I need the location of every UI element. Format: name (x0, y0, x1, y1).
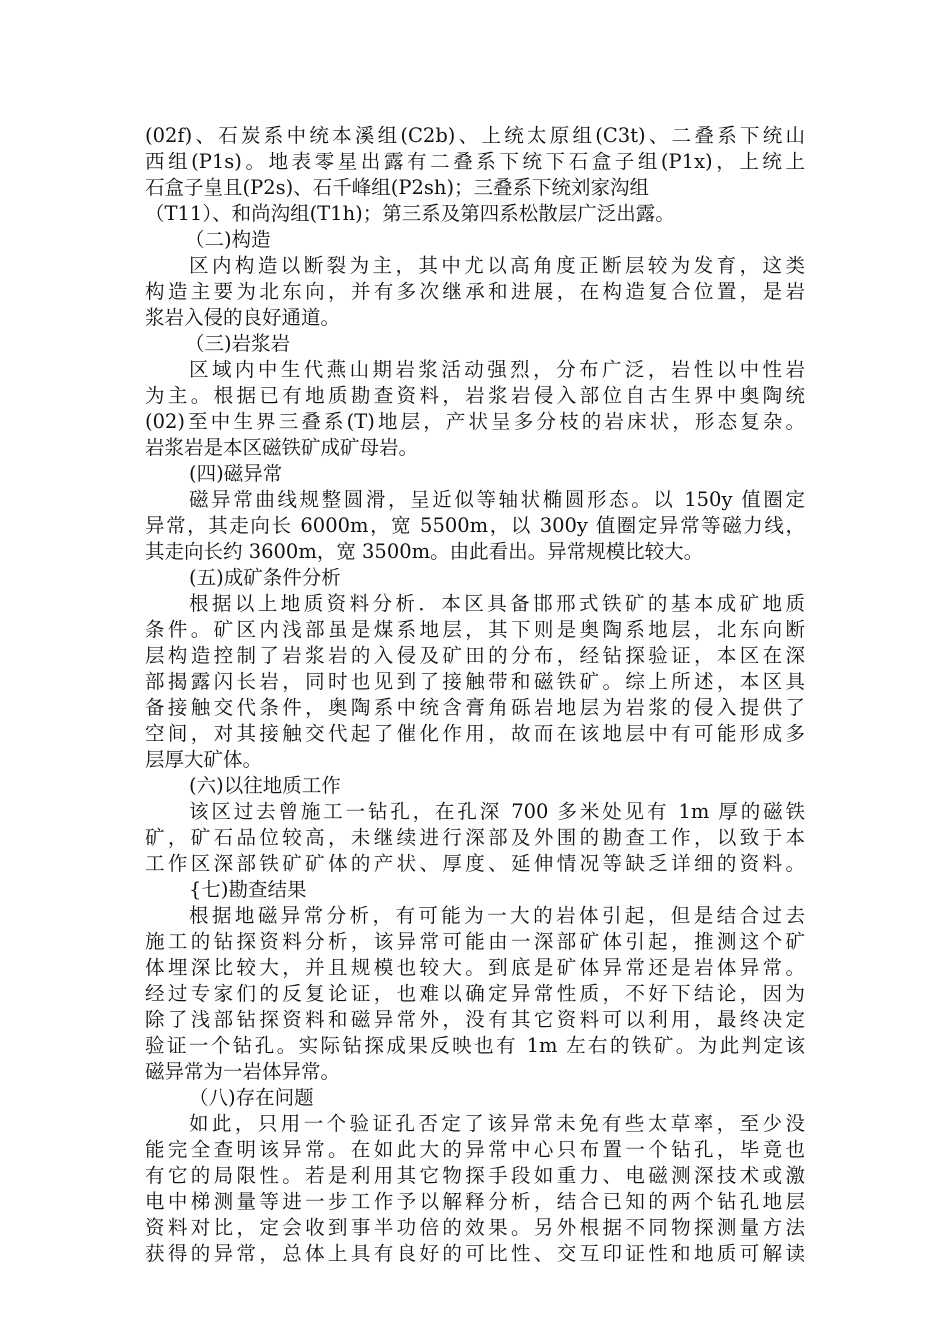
text-line: 部揭露闪长岩，同时也见到了接触带和磁铁矿。综上所述，本区具 (145, 670, 805, 693)
text-line: 能完全查明该异常。在如此大的异常中心只布置一个钻孔，毕竟也 (145, 1138, 805, 1161)
text-line: 除了浅部钻探资料和磁异常外，没有其它资料可以利用，最终决定 (145, 1008, 805, 1031)
text-line: 条件。矿区内浅部虽是煤系地层，其下则是奥陶系地层，北东向断 (145, 618, 805, 641)
text-line: 为主。根据已有地质勘查资料，岩浆岩侵入部位自古生界中奥陶统 (145, 384, 805, 407)
text-line: 石盒子皇且(P2s)、石千峰组(P2sh)；三叠系下统刘家沟组 (145, 176, 650, 199)
text-line: (02f)、石炭系中统本溪组(C2b)、上统太原组(C3t)、二叠系下统山 (145, 124, 805, 147)
text-line: 岩浆岩是本区磁铁矿成矿母岩。 (145, 436, 419, 459)
text-line: 施工的钻探资料分析，该异常可能由一深部矿体引起，推测这个矿 (145, 930, 805, 953)
section-heading: {七)勘查结果 (189, 878, 307, 901)
text-line: 区内构造以断裂为主，其中尤以高角度正断层较为发育，这类 (189, 254, 805, 277)
paragraph (145, 903, 805, 1085)
text-line: 区域内中生代燕山期岩浆活动强烈，分布广泛，岩性以中性岩 (189, 358, 805, 381)
paragraph (145, 487, 805, 565)
section-heading: （三)岩浆岩 (185, 332, 291, 355)
text-line: 工作区深部铁矿矿体的产状、厚度、延伸情况等缺乏详细的资料。 (145, 852, 805, 875)
text-line: 西组(P1s)。地表零星出露有二叠系下统下石盒子组(P1x)，上统上 (145, 150, 805, 173)
text-line: 空间，对其接触交代起了催化作用，故而在该地层中有可能形成多 (145, 722, 805, 745)
text-line: 体埋深比较大，并且规模也较大。到底是矿体异常还是岩体异常。 (145, 956, 805, 979)
text-line: 其走向长约 3600m，宽 3500m。由此看出。异常规模比较大。 (145, 540, 704, 563)
text-line: 资料对比，定会收到事半功倍的效果。另外根据不同物探测量方法 (145, 1216, 805, 1239)
section-heading: （八)存在问题 (189, 1086, 314, 1109)
paragraph (145, 357, 805, 461)
paragraph (145, 799, 805, 877)
text-line: 备接触交代条件，奥陶系中统含膏角砾岩地层为岩浆的侵入提供了 (145, 696, 805, 719)
text-line: 如此，只用一个验证孔否定了该异常未免有些太草率，至少没 (189, 1112, 805, 1135)
text-line: 有它的局限性。若是利用其它物探手段如重力、电磁测深技术或激 (145, 1164, 805, 1187)
section-heading: (四)磁异常 (189, 462, 283, 485)
paragraph (145, 253, 805, 331)
text-line: 层厚大矿体。 (145, 748, 263, 771)
text-line: 经过专家们的反复论证，也难以确定异常性质，不好下结论，因为 (145, 982, 805, 1005)
text-line: （T11）、和尚沟组(T1h)；第三系及第四系松散层广泛出露。 (145, 202, 675, 225)
section-heading: (五)成矿条件分析 (189, 566, 341, 589)
text-line: 矿，矿石品位较高，未继续进行深部及外围的勘查工作，以致于本 (145, 826, 805, 849)
text-line: 异常，其走向长 6000m，宽 5500m，以 300y 值圈定异常等磁力线， (145, 514, 805, 537)
text-line: 磁异常为一岩体异常。 (145, 1060, 341, 1083)
text-line: 磁异常曲线规整圆滑，呈近似等轴状椭圆形态。以 150y 值圈定 (189, 488, 805, 511)
text-line: 层构造控制了岩浆岩的入侵及矿田的分布，经钻探验证，本区在深 (145, 644, 805, 667)
paragraph (145, 1111, 805, 1267)
text-line: (02)至中生界三叠系(T)地层，产状呈多分枝的岩床状，形态复杂。 (145, 410, 805, 433)
text-line: 电中梯测量等进一步工作予以解释分析，结合已知的两个钻孔地层 (145, 1190, 805, 1213)
text-line: 该区过去曾施工一钻孔，在孔深 700 多米处见有 1m 厚的磁铁 (189, 800, 805, 823)
text-line: 根据以上地质资料分析．本区具备邯邢式铁矿的基本成矿地质 (189, 592, 805, 615)
document-page (145, 123, 805, 1267)
section-heading: (六)以往地质工作 (189, 774, 341, 797)
text-line: 根据地磁异常分析，有可能为一大的岩体引起，但是结合过去 (189, 904, 805, 927)
text-line: 获得的异常，总体上具有良好的可比性、交互印证性和地质可解读 (145, 1242, 805, 1265)
text-line: 浆岩入侵的良好通道。 (145, 306, 341, 329)
paragraph (145, 591, 805, 773)
text-line: 验证一个钻孔。实际钻探成果反映也有 1m 左右的铁矿。为此判定该 (145, 1034, 805, 1057)
section-heading: （二)构造 (185, 228, 271, 251)
paragraph (145, 123, 805, 227)
text-line: 构造主要为北东向，并有多次继承和进展，在构造复合位置，是岩 (145, 280, 805, 303)
